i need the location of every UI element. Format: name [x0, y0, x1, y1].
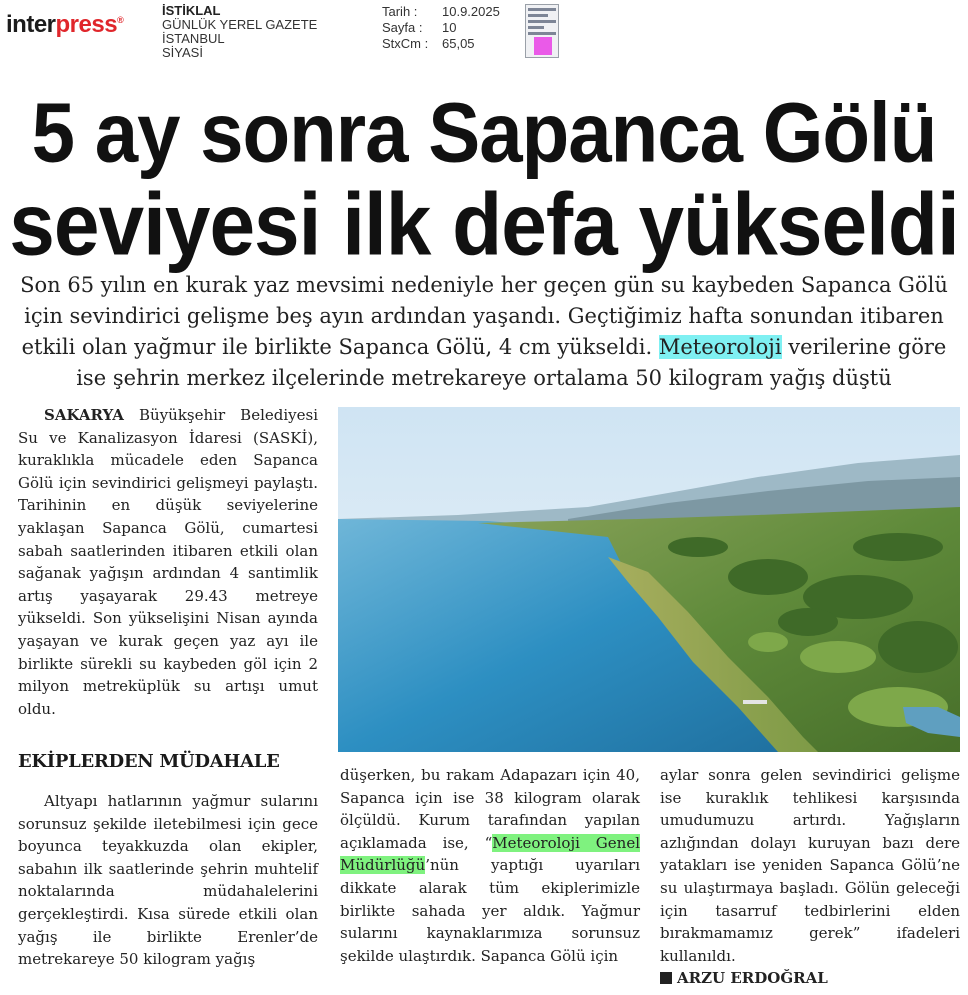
body-paragraph-2-fragment — [18, 790, 318, 971]
body-text: ’nün yaptığı uyarıları dikkate alarak tüm ekiplerimizle birlikte sahada yer aldık. Yağmur sularını kaynaklarımıza sorunsuz şekilde ulaştırdık. Sapanca Gölü için — [340, 856, 640, 965]
lake-landscape-image — [338, 407, 960, 752]
logo-press-text: press — [55, 11, 118, 38]
clipping-info — [382, 4, 500, 52]
lead-paragraph — [6, 270, 962, 394]
thumbnail-line — [528, 26, 544, 29]
body-text: aylar sonra gelen sevindirici gelişme ise kuraklık tehlikesi karşısında umudumuzu artırdı. Yağışların azlığından dolayı kuruyan bazı dere yatakları ise yeniden Sapanca Gölü’ne su ulaştırmaya başladı. Gölün geleceği için tasarruf tedbirlerini elden bırakmamamız gerek” ifadeleri kullanıldı. — [660, 766, 960, 965]
publication-frequency: GÜNLÜK YEREL GAZETE — [162, 17, 318, 32]
thumbnail-line — [528, 20, 556, 23]
thumbnail-line — [528, 14, 548, 17]
body-text: Altyapı hatlarının yağmur sularını sorunsuz şekilde iletebilmesi için gece boyunca teyakkuzda olan ekipler, sabahın ilk saatlerinde şehrin muhtelif noktalarında müdahalelerini gerçekleştirdi. Kısa sürede etkili olan yağış ile birlikte Erenler’de metrekareye 50 kilogram yağış — [18, 792, 318, 969]
page-row — [382, 20, 500, 36]
headline-line-1: 5 ay sonra Sapanca Gölü — [31, 84, 937, 180]
logo-inter-text: inter — [6, 11, 56, 38]
highlight-keyword: Meteoroloji Genel Müdürlüğü — [340, 833, 640, 875]
size-label: StxCm : — [382, 36, 429, 51]
page-value: 10 — [442, 20, 457, 35]
lead-highlight-keyword: Meteoroloji — [658, 335, 782, 359]
lead-text-2: verilerine göre ise şehrin merkez ilçelerinde metrekareye ortalama 50 kilogram yağış düştü — [76, 335, 947, 390]
thumbnail-line — [528, 32, 556, 35]
lead-text-1: Son 65 yılın en kurak yaz mevsimi nedeniyle her geçen gün su kaybeden Sapanca Gölü için sevindirici gelişme beş ayın ardından yaşandı. Geçtiğimiz hafta sonundan itibaren etkili olan yağmur ile birlikte Sapanca Gölü, 4 cm yükseldi. — [20, 273, 948, 359]
size-row — [382, 36, 500, 52]
date-value: 10.9.2025 — [442, 4, 500, 19]
article-column-1-lower — [18, 790, 318, 971]
body-paragraph-2-fragment — [660, 764, 960, 967]
article-column-3 — [660, 764, 960, 990]
page-label: Sayfa : — [382, 20, 423, 35]
body-paragraph-2-fragment — [340, 764, 640, 967]
byline-square-icon — [660, 972, 672, 984]
date-label: Tarih : — [382, 4, 418, 19]
publication-category: SİYASİ — [162, 45, 203, 60]
date-row — [382, 4, 500, 20]
body-paragraph-1-text: Büyükşehir Belediyesi Su ve Kanalizasyon İdaresi (SASKİ), kuraklıkla mücadele eden Sapanca Gölü için sevindirici gelişmeyi paylaştı. Tarihinin en düşük seviyelerine yaklaşan Sapanca Gölü, cumartesi sabah saatlerinden itibaren etkili olan sağanak yağışın ardından 4 santimlik artış yaşayarak 29.43 metreye yükseldi. Son yükselişini Nisan ayında yaşayan ve kurak geçen yaz ayı ile birlikte sürekli su kaybeden göl için 2 milyon metreküplük su artışı umut oldu. — [18, 406, 318, 718]
author-name: ARZU ERDOĞRAL — [677, 969, 828, 988]
page-thumbnail[interactable] — [525, 4, 559, 58]
headline-line-2: seviyesi ilk defa yükseldi — [9, 175, 959, 274]
publication-meta — [162, 4, 317, 60]
subheading: EKİPLERDEN MÜDAHALE — [18, 751, 280, 772]
author-byline — [660, 967, 960, 990]
size-value: 65,05 — [442, 36, 475, 51]
body-paragraph-1 — [18, 404, 318, 720]
thumbnail-article-highlight — [534, 37, 552, 55]
article-column-2 — [340, 764, 640, 967]
thumbnail-line — [528, 8, 556, 11]
publication-city: İSTANBUL — [162, 31, 225, 46]
publication-name: İSTİKLAL — [162, 3, 221, 18]
headline — [0, 86, 968, 272]
article-column-1 — [18, 404, 318, 720]
lake-photo — [338, 407, 960, 752]
dateline: SAKARYA — [44, 406, 124, 424]
interpress-logo — [6, 6, 123, 39]
logo-registered-mark: ® — [117, 15, 124, 25]
body-text: düşerken, bu rakam Adapazarı için 40, Sapanca için ise 38 kilogram olarak ölçüldü. Kurum tarafından yapılan açıklamada ise, “ — [340, 766, 640, 852]
